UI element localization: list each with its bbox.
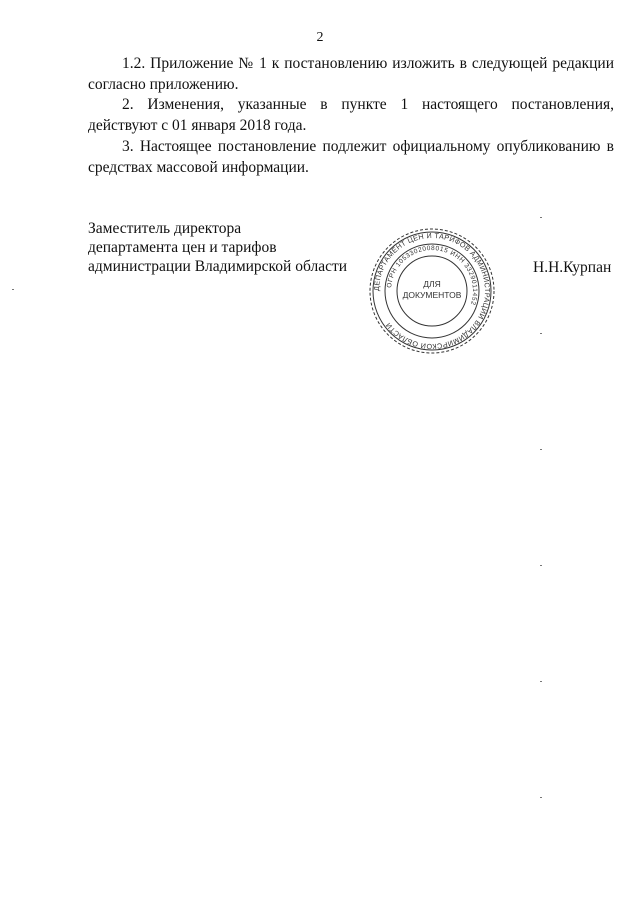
scan-speck [540, 333, 542, 334]
scan-speck [540, 217, 542, 218]
scan-speck [540, 681, 542, 682]
paragraph-1: 1.2. Приложение № 1 к постановлению изложить в следующей редакции согласно приложению. [88, 55, 614, 93]
stamp-center-line-1: ДЛЯ [423, 279, 441, 289]
signer-position-line-3: администрации Владимирской области [88, 258, 348, 275]
scan-speck [12, 289, 14, 290]
scan-speck [540, 449, 542, 450]
stamp-outer-text: ДЕПАРТАМЕНТ ЦЕН И ТАРИФОВ АДМИНИСТРАЦИИ ВЛАДИМИРСКОЙ ОБЛАСТИ [371, 230, 493, 352]
paragraph-2: 2. Изменения, указанные в пункте 1 настоящего постановления, действуют с 01 января 2018 года. [88, 96, 614, 134]
signer-position-line-1: Заместитель директора [88, 220, 242, 237]
stamp-inner-text: ОГРН 1053302008015 ИНН 3329011452 [386, 244, 479, 307]
signer-position-line-2: департамента цен и тарифов [88, 239, 277, 256]
signer-position [88, 219, 347, 276]
stamp-center-line-2: ДОКУМЕНТОВ [402, 290, 462, 300]
scan-speck [540, 797, 542, 798]
page-number: 2 [316, 30, 324, 45]
paragraph-3: 3. Настоящее постановление подлежит официальному опубликованию в средствах массовой информации. [88, 138, 614, 176]
scan-speck [540, 565, 542, 566]
official-stamp [368, 227, 496, 355]
signer-name: Н.Н.Курпан [533, 259, 612, 276]
